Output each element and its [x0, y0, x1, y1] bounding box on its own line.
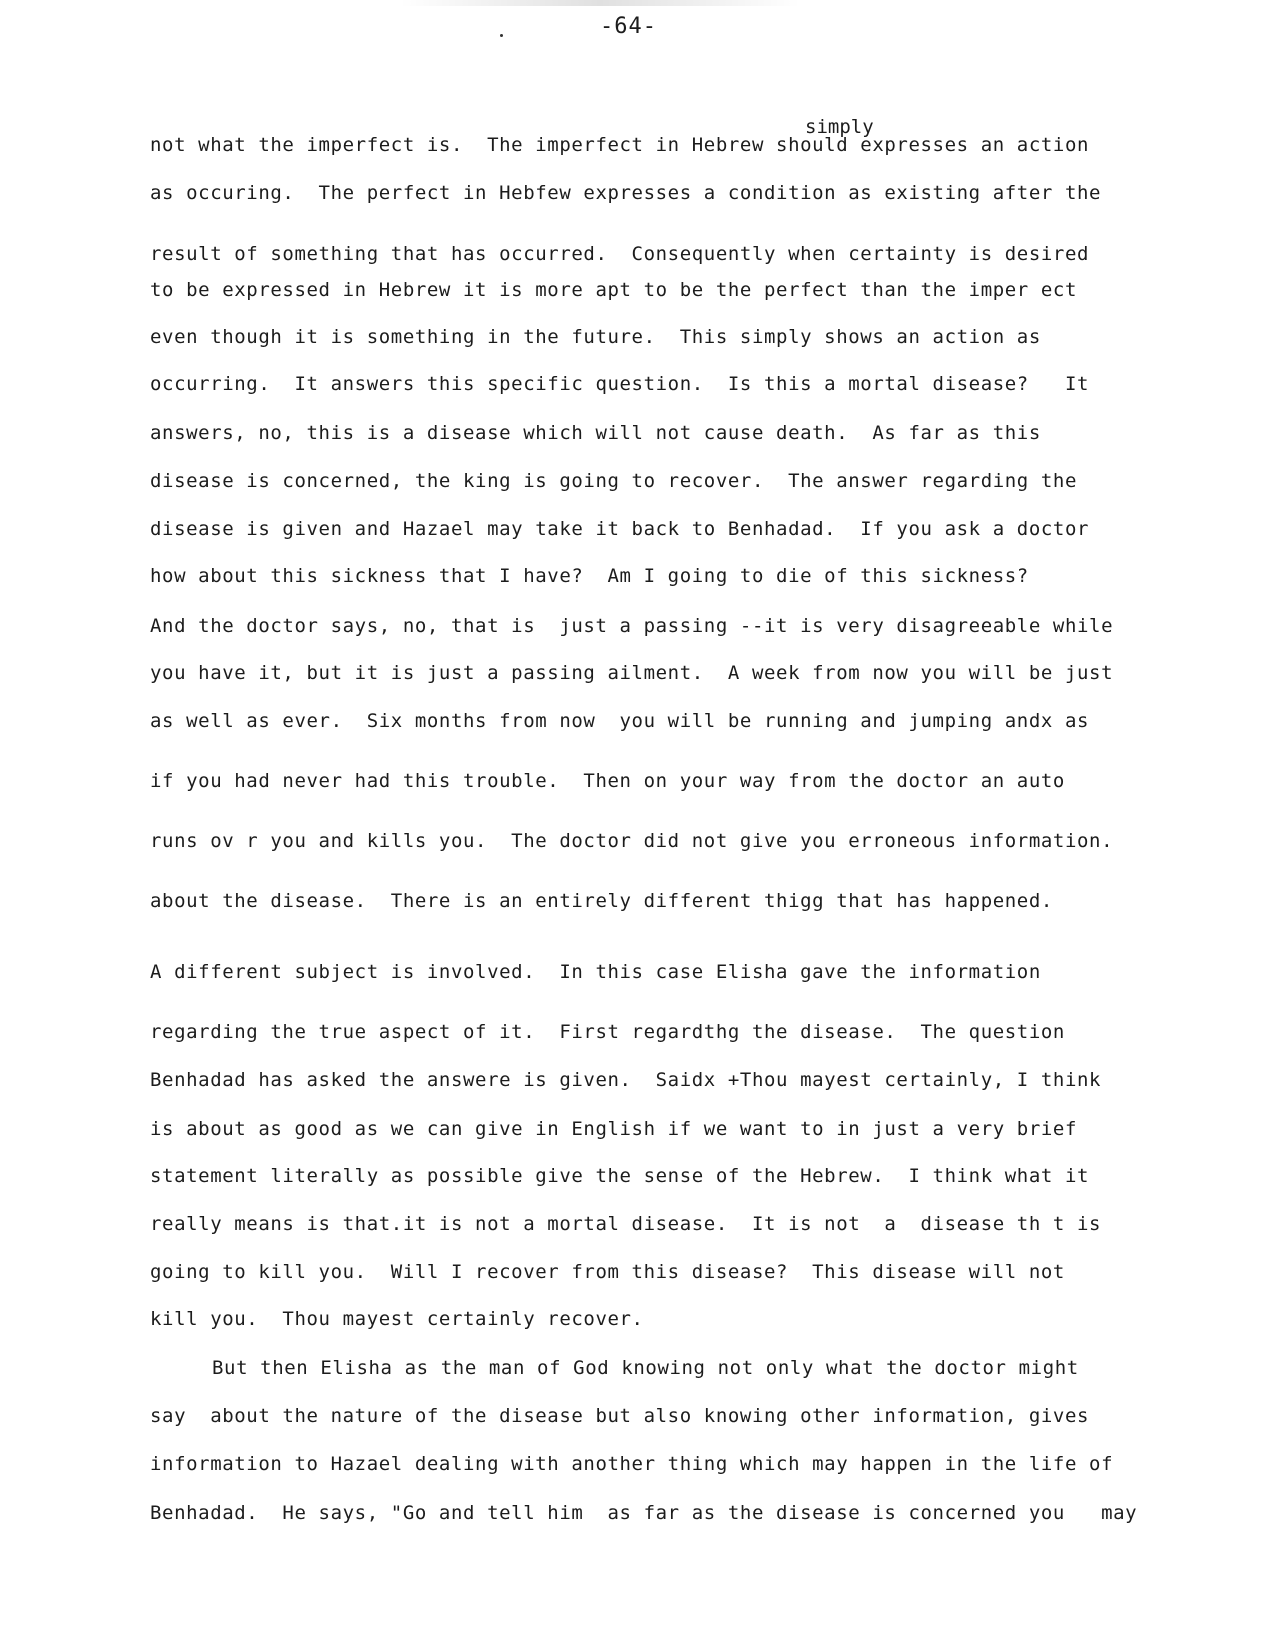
text-line: disease is given and Hazael may take it back to Benhadad. If you ask a doctor [150, 518, 1090, 540]
handwritten-insertion: simply [805, 116, 874, 138]
text-line: going to kill you. Will I recover from this disease? This disease will not [150, 1261, 1065, 1283]
text-line: you have it, but it is just a passing ailment. A week from now you will be just [150, 662, 1114, 684]
text-line: Benhadad. He says, "Go and tell him as far as the disease is concerned you may [150, 1502, 1138, 1524]
text-line: how about this sickness that I have? Am I going to die of this sickness? [150, 565, 1029, 587]
text-line: statement literally as possible give the sense of the Hebrew. I think what it [150, 1165, 1090, 1187]
text-line: Benhadad has asked the answere is given. Saidx +Thou mayest certainly, I think [150, 1069, 1102, 1091]
scan-smudge [400, 0, 800, 6]
text-line: about the disease. There is an entirely different thigg that has happened. [150, 890, 1053, 912]
text-line: But then Elisha as the man of God knowing not only what the doctor might [212, 1357, 1079, 1379]
text-line: to be expressed in Hebrew it is more apt to be the perfect than the imper ect [150, 279, 1077, 301]
text-line: as well as ever. Six months from now you will be running and jumping andx as [150, 710, 1090, 732]
text-line: regarding the true aspect of it. First regardthg the disease. The question [150, 1021, 1065, 1043]
text-line: runs ov r you and kills you. The doctor did not give you erroneous information. [150, 830, 1114, 852]
text-line: if you had never had this trouble. Then on your way from the doctor an auto [150, 770, 1065, 792]
text-line: say about the nature of the disease but also knowing other information, gives [150, 1405, 1090, 1427]
text-line: occurring. It answers this specific question. Is this a mortal disease? It [150, 373, 1090, 395]
text-line: kill you. Thou mayest certainly recover. [150, 1308, 644, 1330]
text-line: really means is that.it is not a mortal disease. It is not a disease th t is [150, 1213, 1102, 1235]
text-line: And the doctor says, no, that is just a passing --it is very disagreeable while [150, 615, 1114, 637]
text-line: answers, no, this is a disease which will not cause death. As far as this [150, 422, 1041, 444]
text-line: result of something that has occurred. Consequently when certainty is desired [150, 243, 1090, 265]
scan-speck [500, 34, 503, 37]
text-line: information to Hazael dealing with another thing which may happen in the life of [150, 1453, 1114, 1475]
text-line: not what the imperfect is. The imperfect in Hebrew should expresses an action [150, 134, 1090, 156]
text-line: even though it is something in the future. This simply shows an action as [150, 326, 1041, 348]
page-number: -64- [600, 14, 657, 39]
text-line: A different subject is involved. In this case Elisha gave the information [150, 961, 1041, 983]
text-line: as occuring. The perfect in Hebfew expresses a condition as existing after the [150, 182, 1102, 204]
text-line: is about as good as we can give in English if we want to in just a very brief [150, 1118, 1077, 1140]
text-line: disease is concerned, the king is going to recover. The answer regarding the [150, 470, 1077, 492]
